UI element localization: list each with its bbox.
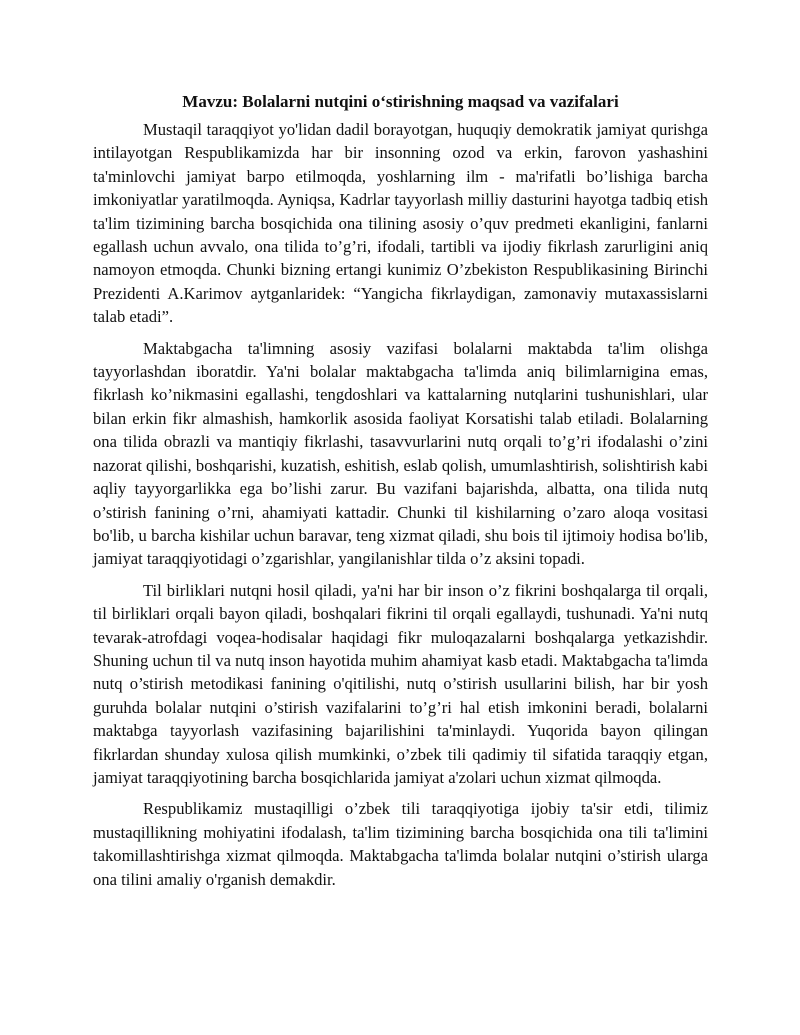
paragraph: Mustaqil taraqqiyot yo'lidan dadil borayotgan, huquqiy demokratik jamiyat qurishga intilayotgan Respublikamizda har bir insonning ozod va erkin, farovon yashashini ta'minlovchi jamiyat barpo etilmoqda, yoshlarning ilm - ma'rifatli bo’lishiga barcha imkoniyatlar yaratilmoqda. Ayniqsa, Kadrlar tayyorlash milliy dasturini hayotga tadbiq etish ta'lim tizimining barcha bosqichida ona tilining asosiy o’quv predmeti ekanligini, fanlarni egallash uchun avvalo, ona tilida to’g’ri, ifodali, tartibli va ijodiy fikrlash zarurligini aniq namoyon etmoqda. Chunki bizning ertangi kunimiz O’zbekiston Respublikasining Birinchi Prezidenti A.Karimov aytganlaridek: “Yangicha fikrlaydigan, zamonaviy mutaxassislarni talab etadi”. — [93, 120, 708, 327]
document-page — [93, 90, 708, 899]
paragraph: Maktabgacha ta'limning asosiy vazifasi bolalarni maktabda ta'lim olishga tayyorlashdan iboratdir. Ya'ni bolalar maktabgacha ta'limda aniq bilimlarnigina emas, fikrlash ko’nikmasini egallashi, tengdoshlari va kattalarning nutqlarini tushunishlari, ular bilan erkin fikr almashish, hamkorlik asosida faoliyat Korsatishi talab etiladi. Bolalarning ona tilida obrazli va mantiqiy fikrlashi, tasavvurlarini nutq orqali to’g’ri ifodalashi o’zini nazorat qilishi, boshqarishi, kuzatish, eshitish, eslab qolish, umumlashtirish, solishtirish kabi aqliy tayyorgarlikka ega bo’lishi zarur. Bu vazifani bajarishda, albatta, ona tilida nutq o’stirish fanining o’rni, ahamiyati kattadir. Chunki til kishilarning o’zaro aloqa vositasi bo'lib, u barcha kishilar uchun baravar, teng xizmat qiladi, shu bois til ijtimoiy hodisa bo'lib, jamiyat taraqqiyotidagi o’zgarishlar, yangilanishlar tilda o’z aksini topadi. — [93, 338, 708, 569]
paragraph: Til birliklari nutqni hosil qiladi, ya'ni har bir inson o’z fikrini boshqalarga til orqali, til birliklari orqali bayon qiladi, boshqalari fikrini til orqali egallaydi, tushunadi. Ya'ni nutq tevarak-atrofdagi voqea-hodisalar haqidagi fikr muloqazalarni boshqalarga yetkazishdir. Shuning uchun til va nutq inson hayotida muhim ahamiyat kasb etadi. Maktabgacha ta'limda nutq o’stirish metodikasi fanining o'qitilishi, nutq o’stirish usullarini bilish, har bir yosh guruhda bolalar nutqini o’stirish vazifalarini to’g’ri hal etish imkonini beradi, bolalarni maktabga tayyorlash vazifasining bajarilishini ta'minlaydi. Yuqorida bayon qilingan fikrlardan shunday xulosa qilish mumkinki, o’zbek tili qadimiy til sifatida taraqqiy etgan, jamiyat taraqqiyotining barcha bosqichlarida jamiyat a'zolari uchun xizmat qilmoqda. — [93, 580, 708, 787]
document-title: Mavzu: Bolalarni nutqini o‘stirishning maqsad va vazifalari — [182, 92, 619, 111]
paragraph: Respublikamiz mustaqilligi o’zbek tili taraqqiyotiga ijobiy ta'sir etdi, tilimiz mustaqillikning mohiyatini ifodalash, ta'lim tizimining barcha bosqichida ona tili ta'limini takomillashtirishga xizmat qilmoqda. Maktabgacha ta'limda bolalar nutqini o’stirish ularga ona tilini amaliy o'rganish demakdir. — [93, 799, 708, 889]
